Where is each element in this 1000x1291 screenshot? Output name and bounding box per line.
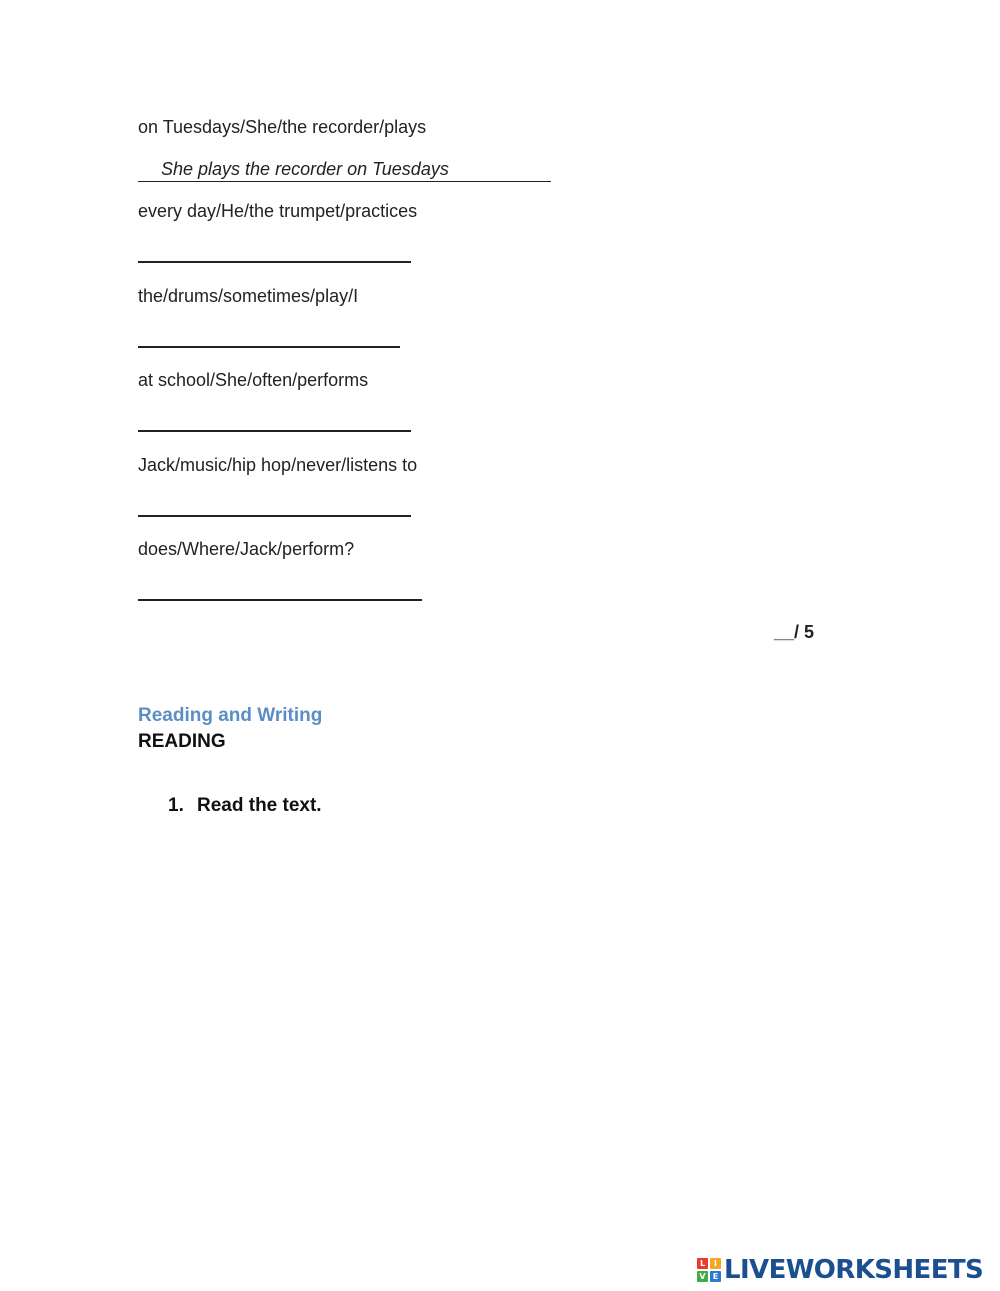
answer-line-3[interactable] (138, 346, 400, 348)
model-answer-text: She plays the recorder on Tuesdays (161, 159, 449, 179)
brand-logo-square: I (710, 1258, 721, 1269)
section-title: Reading and Writing (138, 705, 323, 726)
brand-logo-square: E (710, 1271, 721, 1282)
answer-line-4[interactable] (138, 430, 411, 432)
answer-line-6[interactable] (138, 599, 422, 601)
instruction-number: 1. (168, 795, 184, 816)
prompt-1: on Tuesdays/She/the recorder/plays (138, 117, 427, 137)
score-label: __/ 5 (774, 622, 815, 642)
brand-logo-icon (697, 1258, 721, 1282)
answer-line-2[interactable] (138, 261, 411, 263)
prompt-5: Jack/music/hip hop/never/listens to (138, 455, 418, 475)
brand-name: LIVEWORKSHEETS (724, 1255, 984, 1285)
prompt-4: at school/She/often/performs (138, 370, 369, 390)
prompt-3: the/drums/sometimes/play/I (138, 286, 359, 306)
prompt-6: does/Where/Jack/perform? (138, 539, 355, 559)
prompt-2: every day/He/the trumpet/practices (138, 201, 418, 221)
instruction-text: Read the text. (197, 795, 322, 816)
liveworksheets-logo[interactable] (697, 1255, 983, 1285)
instruction (168, 795, 322, 817)
answer-line-5[interactable] (138, 515, 411, 517)
section-subheading: READING (138, 731, 226, 752)
model-answer-1 (138, 158, 551, 182)
brand-logo-square: L (697, 1258, 708, 1269)
brand-logo-square: V (697, 1271, 708, 1282)
